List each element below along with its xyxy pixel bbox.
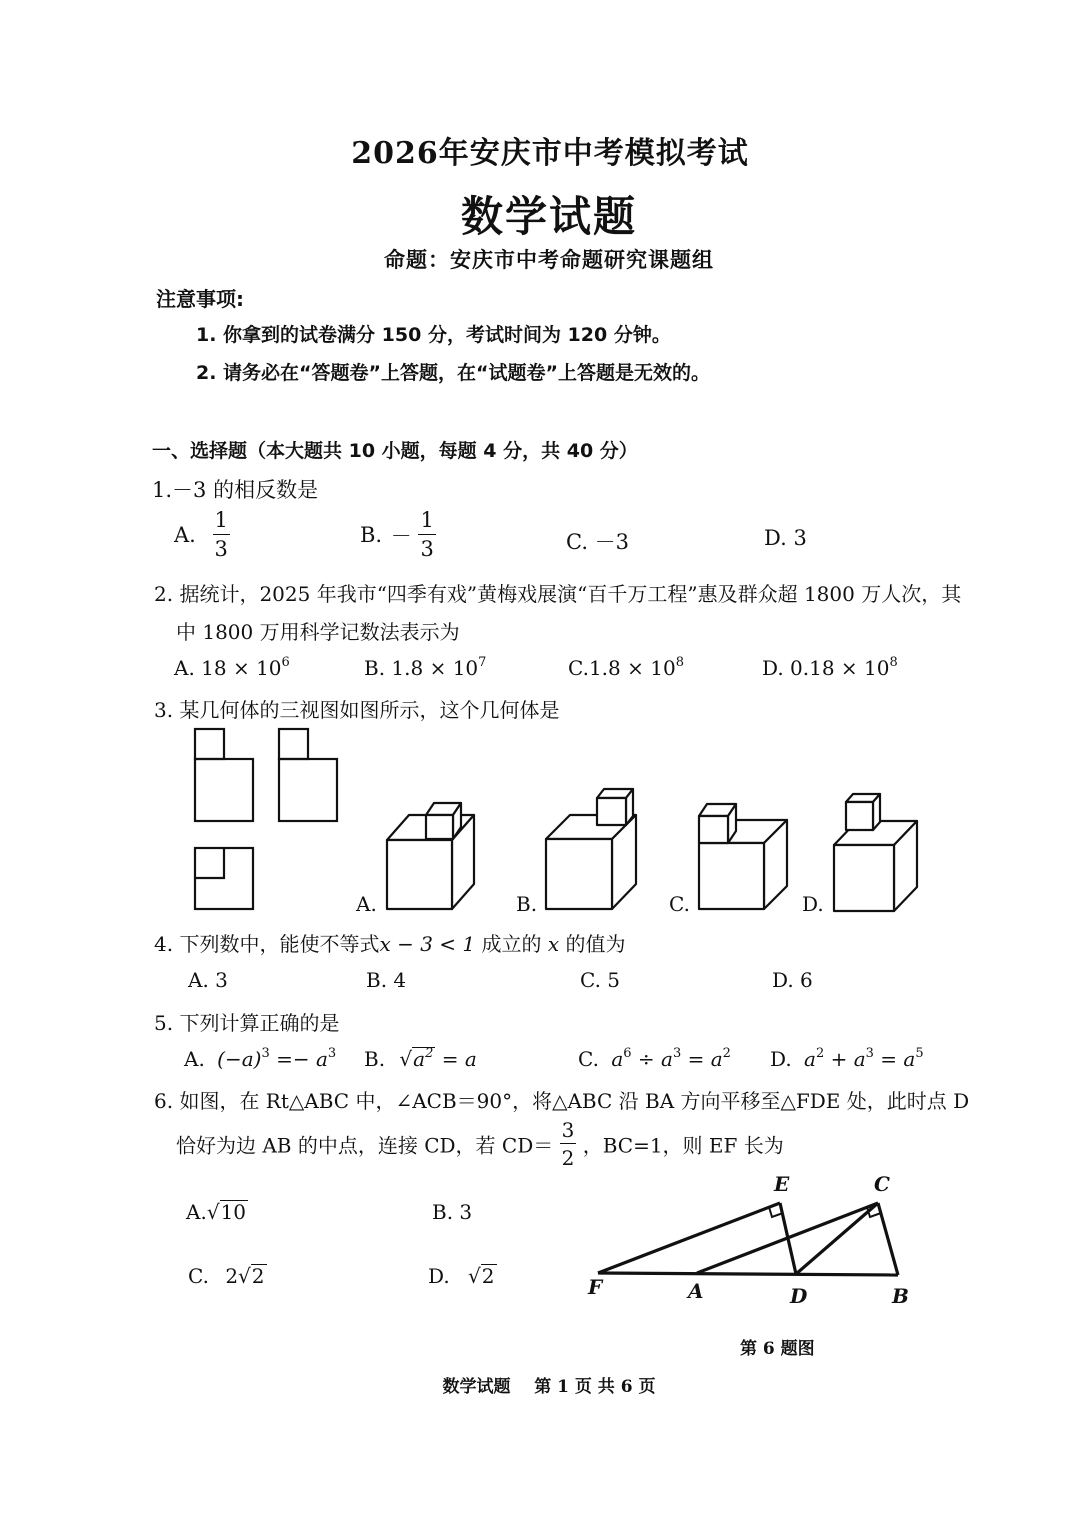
point-f-label: F: [588, 1275, 603, 1299]
point-c-label: C: [874, 1172, 890, 1196]
question-3-stem: 3. 某几何体的三视图如图所示，这个几何体是: [154, 698, 560, 722]
inequality: x − 3 < 1: [379, 932, 476, 956]
radicand: 10: [220, 1200, 247, 1224]
question-3-option-c: C.: [669, 892, 690, 916]
question-6-option-d: D. √2: [428, 1264, 495, 1288]
fraction-denominator: 3: [420, 537, 434, 561]
fraction-denominator: 3: [214, 537, 228, 561]
option-label: B.: [364, 1047, 386, 1071]
point-e-label: E: [774, 1172, 790, 1196]
exponent: 6: [623, 1046, 632, 1061]
question-4-option-a: A. 3: [188, 968, 228, 992]
option-label: A.: [186, 1200, 207, 1224]
notice-item-2: 2. 请务必在“答题卷”上答题，在“试题卷”上答题是无效的。: [196, 362, 711, 384]
exponent: 8: [889, 655, 898, 670]
expr: =− a: [269, 1047, 328, 1071]
exponent: 3: [672, 1046, 682, 1061]
segment-fe: [598, 1203, 780, 1273]
question-4-option-b: B. 4: [366, 968, 407, 992]
minus-sign: －: [390, 524, 412, 548]
stem-text: 恰好为边 AB 的中点，连接 CD，若 CD＝: [176, 1133, 554, 1158]
option-label: B.: [360, 523, 383, 547]
option-text: A. 18 × 10: [174, 656, 282, 680]
option-text: B. 1.8 × 10: [364, 656, 479, 680]
expr: = a: [435, 1047, 477, 1071]
page-title: 数学试题: [460, 192, 637, 241]
fraction-numerator: 3: [561, 1118, 575, 1142]
question-4-option-d: D. 6: [772, 968, 813, 992]
question-6-line-1: 6. 如图，在 Rt△ABC 中，∠ACB＝90°，将△ABC 沿 BA 方向平移至△FDE 处，此时点 D: [154, 1089, 970, 1113]
stem-text: 成立的: [475, 932, 548, 956]
expr: a: [804, 1047, 816, 1071]
fraction-denominator: 2: [561, 1146, 575, 1170]
question-1-stem: 1.－3 的相反数是: [152, 478, 319, 502]
option-text: C.1.8 × 10: [568, 656, 676, 680]
variable: x: [547, 932, 560, 956]
question-2-line-1: 2. 据统计，2025 年我市“四季有戏”黄梅戏展演“百千万工程”惠及群众超 1800 万人次，其: [154, 582, 962, 606]
section-heading: 一、选择题（本大题共 10 小题，每题 4 分，共 40 分）: [152, 440, 638, 462]
exponent: 3: [261, 1046, 270, 1061]
stem-text: 4. 下列数中，能使不等式: [154, 932, 380, 956]
exponent: 3: [865, 1046, 874, 1061]
expr: = a: [681, 1047, 723, 1071]
question-5-stem: 5. 下列计算正确的是: [154, 1011, 340, 1035]
question-5-option-b: B. $√a^2 = a$: [364, 1046, 477, 1071]
fraction-numerator: 1: [418, 510, 435, 535]
coefficient: 2: [225, 1264, 239, 1288]
option-label: C.: [188, 1264, 209, 1288]
exam-author: 命题：安庆市中考命题研究课题组: [384, 247, 714, 272]
exponent: 7: [478, 655, 487, 670]
expr: ÷ a: [631, 1047, 673, 1071]
stem-text: ，BC=1，则 EF 长为: [582, 1133, 784, 1158]
exponent: 8: [675, 655, 684, 670]
exponent: 5: [915, 1046, 924, 1061]
stem-text: 的值为: [559, 932, 626, 956]
radicand: 2: [251, 1264, 265, 1288]
notice-item-1: 1. 你拿到的试卷满分 150 分，考试时间为 120 分钟。: [196, 324, 671, 346]
exam-title: 2026年安庆市中考模拟考试: [351, 136, 749, 171]
segment-ac: [697, 1203, 878, 1273]
option-label: D.: [770, 1047, 792, 1071]
fraction-numerator: 1: [213, 510, 230, 535]
option-label: A.: [184, 1047, 205, 1071]
question-3-option-d: D.: [802, 892, 824, 916]
question-1-option-c: C. －3: [566, 530, 630, 554]
radicand: 2: [481, 1264, 495, 1288]
point-d-label: D: [790, 1284, 808, 1308]
question-3-option-b: B.: [516, 892, 538, 916]
option-label: A.: [174, 523, 196, 547]
option-label: C.: [578, 1047, 599, 1071]
option-label: D.: [428, 1264, 450, 1288]
question-2-line-2: 中 1800 万用科学记数法表示为: [176, 620, 460, 644]
expr: + a: [824, 1047, 866, 1071]
exponent: 3: [327, 1046, 337, 1061]
segment-cd: [796, 1203, 878, 1274]
option-text: D. 0.18 × 10: [762, 656, 890, 680]
question-6-option-c: C. 2√2: [188, 1264, 265, 1288]
expr: (−a): [217, 1047, 262, 1071]
figure-caption: 第 6 题图: [740, 1339, 815, 1359]
page-footer: 数学试题 第 1 页 共 6 页: [442, 1377, 656, 1397]
question-6-option-a: A.√10: [186, 1200, 247, 1224]
segment-fb: [598, 1273, 898, 1275]
question-4-option-c: C. 5: [580, 968, 621, 992]
question-1-option-d: D. 3: [764, 526, 807, 550]
expr: = a: [873, 1047, 916, 1071]
question-6-option-b: B. 3: [432, 1200, 473, 1224]
point-b-label: B: [892, 1284, 909, 1308]
point-a-label: A: [688, 1279, 704, 1303]
radicand-base: a: [413, 1047, 426, 1071]
exponent: 2: [722, 1046, 731, 1061]
question-3-option-a: A.: [356, 892, 377, 916]
notice-heading: 注意事项:: [156, 287, 244, 311]
exponent: 2: [815, 1046, 825, 1061]
exponent: 6: [281, 655, 290, 670]
exponent: 2: [425, 1046, 434, 1061]
expr: a: [611, 1047, 624, 1071]
